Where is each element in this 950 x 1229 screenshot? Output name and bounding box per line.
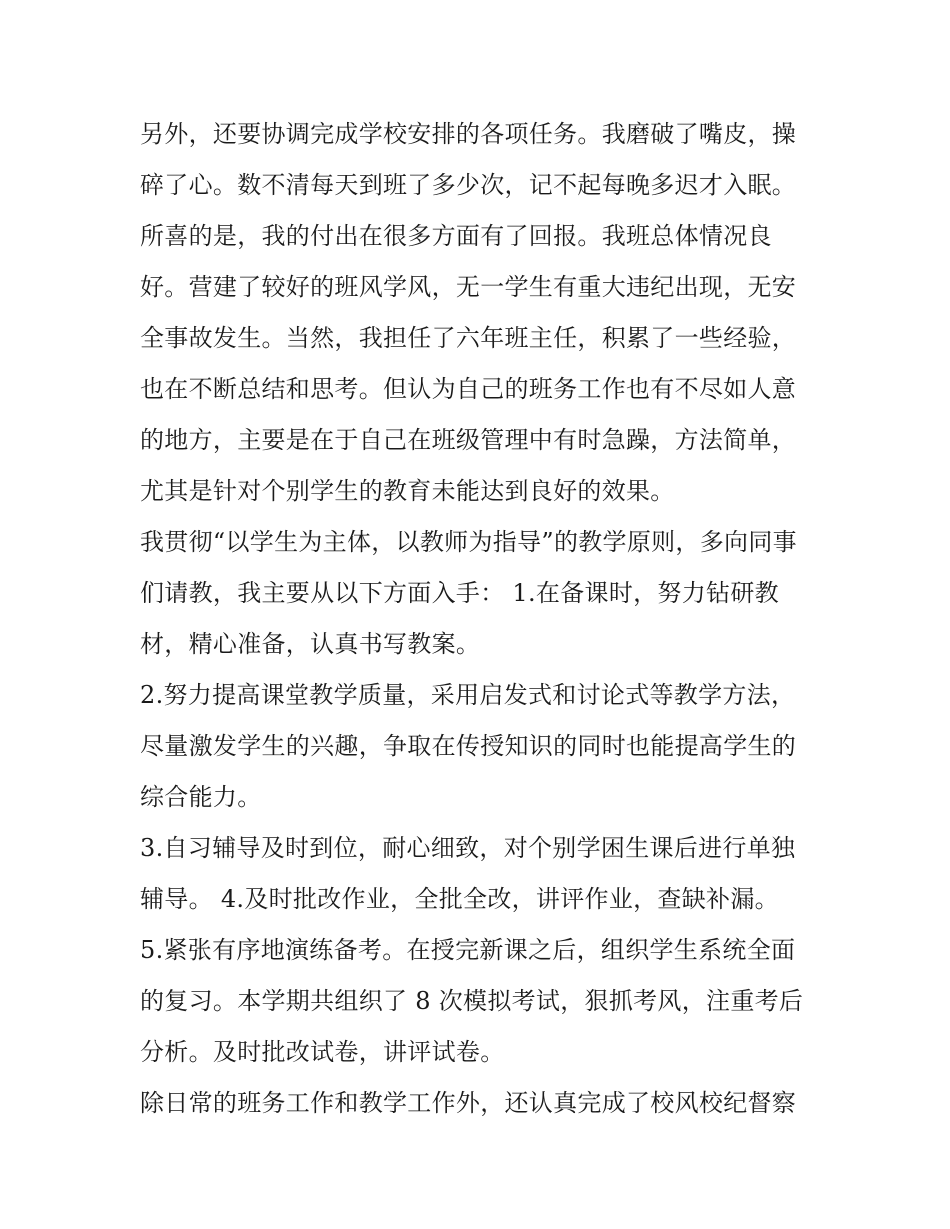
text-line: 2.努力提高课堂教学质量，采用启发式和讨论式等教学方法， [140,681,796,709]
text-line: 材，精心准备，认真书写教案。 [140,630,481,658]
text-line: 尤其是针对个别学生的教育未能达到良好的效果。 [140,477,675,505]
text-line: 另外，还要协调完成学校安排的各项任务。我磨破了嘴皮，操 [140,120,797,148]
text-line: 也在不断总结和思考。但认为自己的班务工作也有不尽如人意 [140,375,797,403]
text-line: 3.自习辅导及时到位，耐心细致，对个别学困生课后进行单独 [140,834,796,862]
text-line: 全事故发生。当然，我担任了六年班主任，积累了一些经验， [140,324,797,352]
text-line: 辅导。 4.及时批改作业，全批全改，讲评作业，查缺补漏。 [140,885,779,913]
text-line: 我贯彻“以学生为主体，以教师为指导”的教学原则，多向同事 [140,528,797,556]
text-line: 尽量激发学生的兴趣，争取在传授知识的同时也能提高学生的 [140,732,797,760]
text-line: 综合能力。 [140,783,262,811]
text-line: 分析。及时批改试卷，讲评试卷。 [140,1038,505,1066]
text-line: 除日常的班务工作和教学工作外，还认真完成了校风校纪督察 [140,1089,797,1117]
text-line: 们请教，我主要从以下方面入手： 1.在备课时，努力钻研教 [140,579,779,607]
text-line: 碎了心。数不清每天到班了多少次，记不起每晚多迟才入眠。 [140,171,797,199]
text-line: 5.紧张有序地演练备考。在授完新课之后，组织学生系统全面 [140,936,796,964]
text-line: 的地方，主要是在于自己在班级管理中有时急躁，方法简单， [140,426,797,454]
text-line: 好。营建了较好的班风学风，无一学生有重大违纪出现，无安 [140,273,797,301]
body-text [140,109,820,1129]
text-line: 所喜的是，我的付出在很多方面有了回报。我班总体情况良 [140,222,772,250]
text-line: 的复习。本学期共组织了 8 次模拟考试，狠抓考风，注重考后 [140,987,804,1015]
